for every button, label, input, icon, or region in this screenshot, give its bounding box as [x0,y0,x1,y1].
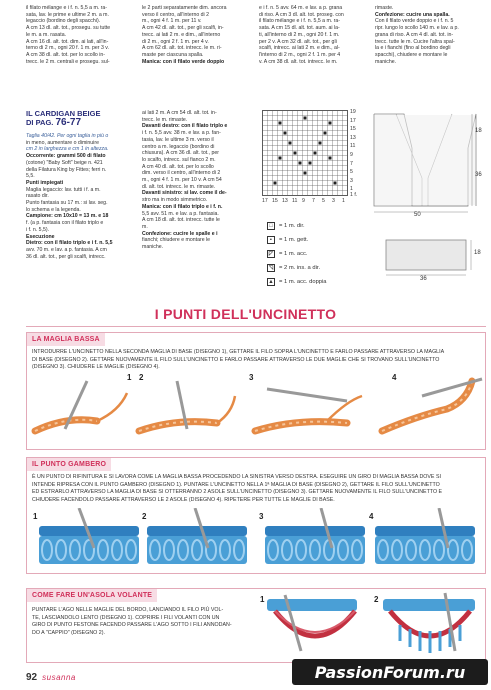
chart-row-number: 17 [350,117,356,124]
step-3-label: 3 [249,373,254,382]
text-line: m. [142,223,148,230]
section-title: COME FARE UN'ASOLA VOLANTE [27,589,157,602]
text-line: TE, LASCIANDOLO LENTO (DISEGNO 1). COPRIRE I FILI VOLANTI CON UN [32,614,220,621]
main-title [0,306,491,324]
maglia-bassa-illustration [27,371,487,449]
chart-col-number: 11 [292,198,298,204]
schematic-front-w: 50 [414,212,421,218]
text-line: lo schema e la legenda. [26,206,81,213]
text-line: e i f. n. 5 avv. 64 m. e lav. a p. grana [259,5,343,11]
text-line: scalfi, intrecc. ai lati 2 m. e dim., al- [259,45,340,52]
main-title-text: I PUNTI DELL'UNCINETTO [154,306,337,322]
text-line: ti, all'interno di 2 m., ogni 20 f. 1 m. [259,31,340,38]
section-title: IL PUNTO GAMBERO [27,458,111,471]
title-rule [26,326,486,327]
cardigan-page-label: DI PAG. [26,117,54,127]
asola-volante-illustration [255,591,485,661]
cardigan-col-2 [142,110,254,265]
text-line: A cm 13 dl. alt. tot., prosegu. su tutte [26,25,111,32]
step-4-label: 4 [392,373,397,382]
text-line: A cm 40 dl. alt. tot. per lo scollo [142,163,214,170]
text-line: ripr. lungo lo scollo 140 m. e lav. a p. [375,25,459,32]
text-line: 36 dl. alt. tot., per gli scalfi, intrecc. [26,253,106,260]
text-line: stro ma in modo simmetrico. [142,197,208,204]
text-line: A cm 42 dl. alt. tot., per gli scalfi, in- [142,25,224,32]
text-line: di riso. A cm 3 dl. alt. tot. proseg. con [259,11,344,18]
cardigan-heading [26,110,138,127]
text-line: le 2 parti separatamente dim. ancora [142,5,227,11]
text-line: i f. n. 5,5 avv. 38 m. e lav. a p. fan- [142,130,221,137]
legend-symbol-icon: ◸ [268,251,274,257]
text-line: sata, lav. le prime e ultime 2 m. a m. [26,11,109,18]
text-line: terno di 2 m., ogni 20 f. 1 m. per 3 v. [26,45,109,52]
step-1-label: 1 [33,512,38,521]
step-2-label: 2 [139,373,144,382]
text-line: Campione: cm 10x10 = 13 m. e 18 [26,213,109,220]
legend-symbol-icon: □ [267,222,275,230]
top-col-1 [26,5,134,77]
drawing-1 [267,595,357,651]
magazine-name: susanna [42,673,76,682]
text-line: DI BASE (DISEGNO 2). GETTARE NUOVAMENTE IL FILO SULL'UNCINETTO E FARLO PASSARE ATTRAVERSO LE DUE MAGLIE CHE SI TROVANO SULL'UNCINETTO [32,356,440,363]
text-line: Davanti destro: con il filato triplo e [142,123,228,130]
text-line: le m. a m. rasata. [26,31,67,38]
text-line: sata. A cm 15 dl. alt. tot. aum. ai la- [259,25,340,32]
watermark-text: PassionForum.ru [314,662,466,682]
chart-row-number: 11 [350,143,356,150]
section-maglia-bassa [26,332,486,450]
text-line: Esecuzione [26,233,55,240]
text-line: grana di riso. A cm 4 dl. alt. tot. in- [375,31,454,38]
chart-col-number: 13 [282,198,288,204]
text-line: 5,5 avv. 51 m. e lav. a p. fantasia. [142,210,219,217]
legend-symbol-icon: ◹ [268,265,274,271]
text-line: Punti impiegati [26,179,64,186]
watermark [292,659,488,685]
text-line: centro a m. legaccio (bordino di [142,143,215,150]
drawing-2 [383,593,475,653]
chart-col-number: 3 [332,198,335,204]
cardigan-page-num: 76-77 [55,116,82,128]
text-line: INTRODURRE L'UNCINETTO NELLA SECONDA MAGLIA DI BASE (DISEGNO 1), GETTARE IL FILO SOPRA L'UNCINETTO E FARLO PASSARE ATTRAVERSO LA MAGLIA [32,349,445,355]
section-body [32,349,482,372]
section-asola-volante [26,588,486,663]
text-line: INTENDE RIPRESA CON IL PUNTO GAMBERO (DISEGNO 1). PUNTARE L'UNCINETTO NELLA 1ª MAGLIA DI BASE (DISEGNO 2), GETTARE IL FILO SULL'UNCINETTO [32,481,440,488]
text-line: Punto fantasia su 17 m.: si lav. seg. [26,200,108,207]
chart-row-number: 1 [350,186,353,193]
text-line: Maglia legaccio: lav. tutti i f. a m. [26,186,101,193]
legend-row [267,236,308,244]
text-line: Confezione: cucire una spalla. [375,11,450,18]
drawing-3 [255,389,362,431]
text-line: trecc. le m. rimaste. [142,116,188,123]
cardigan-prefix: IL CARDIGAN BEIGE [26,109,101,118]
chart-stitch-mark [279,157,282,160]
drawing-2 [139,381,235,431]
text-line: maniche. [142,244,164,251]
step-3-label: 3 [259,512,264,521]
cardigan-col-1 [26,133,138,265]
text-line: chiusura). A cm 36 dl. alt. tot., per [142,150,219,157]
text-line: il filato mélange e i f. n. 5,5 a m. ra- [26,5,108,11]
drawing-1 [35,381,127,431]
text-line: A cm 62 dl. alt. tot. intrecc. le m. ri- [142,45,222,52]
text-line: (DISEGNO 3). CHIUDERE LE MAGLIE (DISEGNO 4). [32,364,160,371]
stitch-chart [262,110,358,206]
text-line: la e i fianchi (fino al bordino degli [375,45,451,52]
chart-stitch-mark [289,142,292,145]
text-line: in meno, aumentare o diminuire [26,139,99,146]
step-4-label: 4 [369,512,374,521]
chart-stitch-mark [284,132,287,135]
text-line: m., ogni 4 f. 1 m. per 11 v. [142,18,202,25]
chart-col-number: 15 [272,198,278,204]
chart-col-number: 1 [342,198,345,204]
schematic-drawing [372,108,484,298]
section-body [32,607,247,637]
chart-stitch-mark [309,162,312,165]
section-punto-gambero [26,457,486,574]
text-line: rimaste. [375,5,394,11]
chart-start-label: 1 f. [350,192,358,198]
legend-text: = 2 m. ins. a dir. [279,265,321,271]
text-line: Davanti sinistro: si lav. come il de- [142,190,227,197]
chart-row-number: 15 [350,126,356,133]
text-line: (cotone) "Baby Soft" beige n. 421 [26,159,103,166]
text-line: verso il centro, all'interno di 2 [142,11,210,18]
gambero-drawing-4 [375,508,475,564]
section-body [32,474,482,504]
top-col-2 [142,5,252,77]
text-line: per 2 v. A cm 32 dl. alt. tot., per gli [259,38,337,45]
text-line: v. A cm 38 dl. alt. tot. intrecc. le m. [259,58,338,65]
text-line: trecc. ai lati 2 m. e dim., all'interno [142,31,221,38]
legend-row [267,222,305,230]
drawing-4 [382,379,482,431]
text-line: l'interno di 2 m., ogni 2 f. 1 m. per 4 [259,51,341,58]
gambero-drawing-2 [147,508,247,564]
text-line: tasia, lav. le ultime 3 m. verso il [142,136,214,143]
chart-stitch-mark [304,117,307,120]
legend-row [267,278,327,286]
text-line: A cm 16 dl. alt. tot. dim. ai lati, all'in- [26,38,109,45]
top-col-3 [259,5,369,77]
schematic-front-h2: 36 [475,172,482,178]
text-line: maste per ciascuna spalla. [142,51,204,58]
text-line: legaccio (bordino degli spacchi). [26,18,101,25]
top-col-4 [375,5,485,77]
stitch-chart-grid [262,110,358,206]
text-line: Manica: con il filato verde doppio [142,58,225,65]
chart-stitch-mark [319,142,322,145]
page-number: 92 [26,672,38,683]
text-line: spacchi), chiudere e montare le [375,51,448,58]
chart-stitch-mark [324,132,327,135]
text-line: dim. verso il centro, all'interno di 2 [142,170,221,177]
chart-row-number: 7 [350,160,353,167]
text-line: ED ESTRARLO ATTRAVERSO LA MAGLIA DI BASE SI OTTERRANNO 2 ASOLE SULL'UNCINETTO (DISEGNO 3). GETTARE NUOVAMENTE IL FILO SULL'UNCINETTO E [32,489,443,496]
chart-row-number: 19 [350,109,356,115]
text-line: trecc. tutte le m. Cucire l'altra spal- [375,38,455,45]
step-2-label: 2 [142,512,147,521]
chart-stitch-mark [329,122,332,125]
step-1-label: 1 [127,373,132,382]
chart-row-number: 5 [350,169,353,176]
schematic-sleeve-w: 36 [420,276,427,282]
text-line: di 2 m., ogni 2 f. 1 m. per 4 v. [142,38,209,45]
chart-row-number: 9 [350,152,353,158]
text-line: lo scalfo, intrecc. sul fianco 2 m. [142,156,216,163]
text-line: cm 2 in larghezza e cm 1 in altezza. [26,146,109,153]
schematic-front-h1: 18 [475,128,482,134]
text-line: 5,5. [26,173,35,180]
text-line: Dietro: con il filato triplo e i f. n. 5,5 [26,240,113,247]
text-line: È UN PUNTO DI RIFINITURA E SI LAVORA COME LA MAGLIA BASSA PROCEDENDO LA SINISTRA VERSO DESTRA. ESEGUIRE UN GIRO DI MAGLIA BASSA DOVE SI [32,474,441,480]
text-line: maniche. [375,58,397,65]
text-line: trecc. le 2 m. centrali e prosegu. sul- [26,58,110,65]
chart-stitch-mark [329,157,332,160]
text-line: PUNTARE L'AGO NELLE MAGLIE DEL BORDO, LANCIANDO IL FILO PIÙ VOL- [32,607,224,613]
legend-text: = 1 m. gett. [279,237,309,243]
text-line: ai lati 2 m. A cm 54 dl. alt. tot. in- [142,110,217,116]
legend-row [267,264,320,272]
chart-stitch-mark [299,162,302,165]
text-line: della Filatura King by Fittes; ferri n. [26,166,107,173]
legend-text: = 1 m. dir. [279,223,305,229]
text-line: Occorrente: grammi 500 di filato [26,153,106,160]
chart-stitch-mark [314,152,317,155]
legend-symbol-icon: ▲ [268,279,274,285]
text-line: A cm 38 dl. alt. tot. per lo scollo in- [26,51,105,58]
chart-stitch-mark [334,182,337,185]
section-title: LA MAGLIA BASSA [27,333,105,346]
gambero-drawing-1 [39,508,139,564]
text-line: CHIUDERE FACENDOLO PASSARE ATTRAVERSO LE 2 ASOLE (DISEGNO 4). RIPETERE PER TUTTE LE MAGLIE DI BASE. [32,496,335,503]
text-line: il filato mélange e i f. n. 5,5 a m. ra- [259,18,341,25]
chart-row-number: 13 [350,134,356,141]
footer [26,672,226,686]
step-2-label: 2 [374,595,379,604]
legend-text: = 1 m. acc. doppia [279,279,327,285]
text-line: avv. 70 m. e lav. a p. fantasia. A cm [26,246,107,253]
text-line: Manica: con il filato triplo e i f. n. [142,203,223,210]
chart-stitch-mark [274,182,277,185]
text-line: rasato dir. [26,193,49,200]
chart-col-number: 7 [312,198,315,204]
gambero-drawing-3 [265,508,365,564]
chart-stitch-mark [294,152,297,155]
chart-row-number: 3 [350,177,353,184]
chart-col-number: 17 [262,198,268,204]
text-line: GIRO DI PUNTO FESTONE FACENDO PASSARE L'AGO SOTTO I FILI ANNODAN- [32,622,232,629]
text-line: f. (a p. fantasia con il filato triplo e [26,220,104,227]
schematic-sleeve-h: 18 [474,250,481,256]
legend-row [267,250,308,258]
text-line: DO A "CAPPIO" (DISEGNO 2). [32,629,105,636]
text-line: dl. alt. tot. intrecc. le m. rimaste. [142,183,216,190]
text-line: Taglia 40/42. Per ogni taglia in più o [26,133,109,139]
chart-col-number: 9 [302,198,305,204]
chart-col-number: 5 [322,198,325,204]
text-line: Confezione: cucire le spalle e i [142,230,218,237]
legend-text: = 1 m. acc. [279,251,308,257]
chart-stitch-mark [304,172,307,175]
legend-symbol-icon: ▪ [267,236,275,244]
text-line: Con il filato verde doppio e i f. n. 5 [375,18,454,25]
step-1-label: 1 [260,595,265,604]
chart-stitch-mark [279,122,282,125]
garment-schematic [372,108,484,298]
punto-gambero-illustration [27,508,487,573]
text-line: m., ogni 4 f. 1 m. per 10 v. A cm 54 [142,177,222,184]
text-line: fianchi; chiudere e montare le [142,237,211,244]
text-line: A cm 18 dl. alt. tot. intrecc. tutte le [142,217,220,224]
text-line: i f. n. 5,5). [26,226,50,233]
